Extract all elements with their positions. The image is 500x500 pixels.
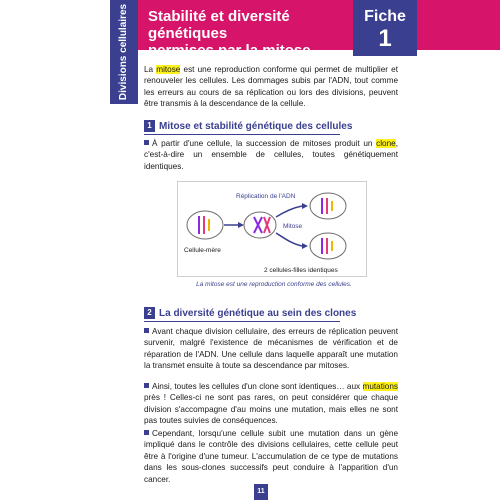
section-2-paragraph-1 bbox=[144, 326, 398, 372]
section-2-title: La diversité génétique au sein des clones bbox=[159, 307, 357, 319]
s1-text-before: À partir d'une cellule, la succession de mitoses produit un bbox=[152, 139, 377, 148]
fiche-label: Fiche bbox=[364, 8, 406, 25]
s1-highlight: clone bbox=[376, 139, 396, 148]
section-2-number: 2 bbox=[144, 307, 155, 319]
page-header bbox=[138, 0, 500, 59]
s2-p1-text: Avant chaque division cellulaire, des erreurs de réplication peuvent survenir, malgré l'existence de mécanismes de vérification et de réparation de l'ADN. Une cellule dans laquelle apparaît une mutation la transmet ensuite à toute sa descendance par mitoses. bbox=[144, 327, 398, 371]
section-2-paragraph-3 bbox=[144, 428, 398, 485]
section-1-heading bbox=[144, 119, 352, 133]
intro-text-before: La bbox=[144, 65, 157, 74]
section-1-number: 1 bbox=[144, 120, 155, 132]
label-replication: Réplication de l'ADN bbox=[236, 193, 296, 200]
s2-p3-text: Cependant, lorsqu'une cellule subit une mutation dans un gène impliqué dans le contrôle des divisions cellulaires, cette cellule peut être à l'origine d'une tumeur. L'accumulation de ce type de mutations dans les sous-clones successifs peut conduire à l'apparition d'un cancer. bbox=[144, 429, 398, 484]
bullet-icon bbox=[144, 383, 149, 388]
s2-p2-text-before: Ainsi, toutes les cellules d'un clone sont identiques… aux bbox=[152, 382, 363, 391]
bullet-icon bbox=[144, 430, 149, 435]
intro-highlight: mitose bbox=[156, 65, 181, 74]
intro-text-after: est une reproduction conforme qui permet de multiplier et renouveler les cellules. Les dommages subis par l'ADN, tout comme les erreurs au cours de sa réplication ou lors des divisions, peuvent être transmis à la descendance de la cellule. bbox=[144, 65, 398, 109]
mitosis-diagram bbox=[177, 181, 367, 277]
intro-paragraph bbox=[144, 64, 398, 110]
sidebar-label: Divisions cellulaires bbox=[118, 3, 129, 101]
section-2-paragraph-2 bbox=[144, 381, 398, 427]
bullet-icon bbox=[144, 140, 149, 145]
label-daughter-cells: 2 cellules-filles identiques bbox=[264, 267, 338, 274]
section-1-title: Mitose et stabilité génétique des cellules bbox=[159, 120, 353, 132]
page-title bbox=[148, 8, 368, 59]
s1-text-after: , c'est-à-dire un ensemble de cellules, toutes génétiquement identiques. bbox=[144, 139, 398, 171]
mitosis-diagram-svg bbox=[178, 182, 368, 278]
fiche-badge bbox=[353, 0, 417, 56]
diagram-caption: La mitose est une reproduction conforme des cellules. bbox=[196, 281, 352, 288]
fiche-number: 1 bbox=[378, 25, 392, 52]
section-1-rule bbox=[144, 134, 340, 135]
section-2-rule bbox=[144, 321, 340, 322]
label-mitose: Mitose bbox=[283, 223, 303, 230]
page-title-line-2: permises par la mitose bbox=[148, 42, 311, 59]
s2-p2-text-after: près ! Celles-ci ne sont pas rares, on peut considérer que chaque division s'accompagne d'au moins une mutation, mais elles ne sont pas toutes suivies de conséquences. bbox=[144, 393, 398, 426]
sidebar-tab bbox=[110, 0, 138, 104]
label-mother-cell: Cellule-mère bbox=[184, 247, 221, 254]
s2-highlight: mutations bbox=[362, 382, 398, 391]
page-title-line-1: Stabilité et diversité génétiques bbox=[148, 8, 290, 42]
section-1-paragraph bbox=[144, 138, 398, 172]
bullet-icon bbox=[144, 328, 149, 333]
page-number: 11 bbox=[254, 484, 268, 500]
section-2-heading bbox=[144, 306, 356, 320]
